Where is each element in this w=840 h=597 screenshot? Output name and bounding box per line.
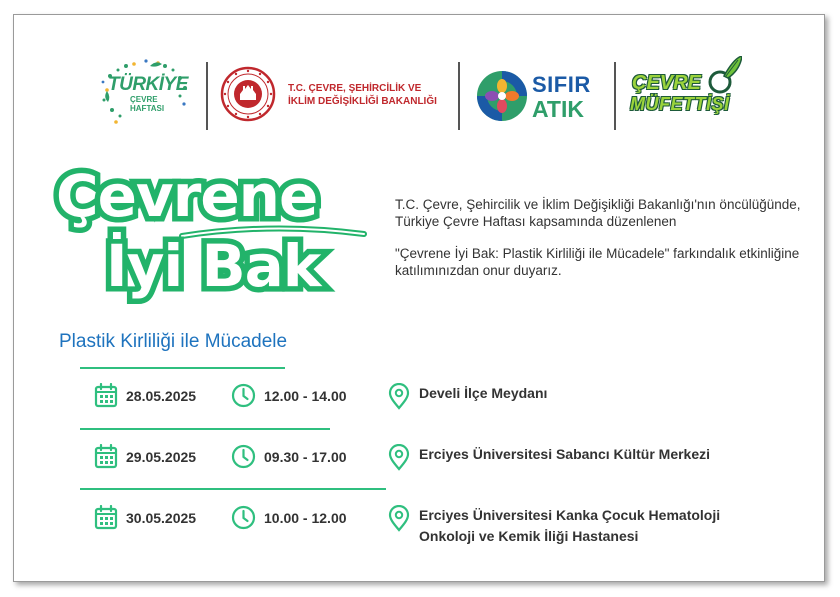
- headline-line2: İyi Bak: [106, 232, 321, 300]
- event-1-date-text: 28.05.2025: [126, 387, 197, 404]
- recycle-flower-icon: [474, 68, 530, 124]
- clock-icon: [231, 444, 256, 469]
- turkiye-logo-sub-line2: HAFTASI: [130, 104, 165, 113]
- event-1-location-text: [419, 383, 547, 404]
- headline-line1: Çevrene: [56, 162, 318, 230]
- event-3-time: [231, 505, 347, 530]
- event-3-date-text: 30.05.2025: [126, 509, 197, 526]
- event-2-date-text: 29.05.2025: [126, 448, 197, 465]
- event-3-location: [388, 505, 720, 547]
- ministry-seal-icon: [220, 66, 276, 122]
- logo-divider: [458, 62, 460, 130]
- event-1-location: [388, 383, 547, 410]
- location-pin-icon: [388, 383, 410, 410]
- intro-paragraph-2: "Çevrene İyi Bak: Plastik Kirliliği ile Mücadele" farkındalık etkinliğine katılımınızdan onur duyarız.: [395, 246, 800, 278]
- event-3-time-text: 10.00 - 12.00: [264, 509, 347, 526]
- ministry-name-line2: İKLİM DEĞİŞİKLİĞİ BAKANLIĞI: [288, 96, 437, 107]
- magnifier-leaf-icon: [702, 56, 742, 100]
- subtitle: Plastik Kirliliği ile Mücadele: [59, 331, 288, 352]
- intro-paragraph-1: T.C. Çevre, Şehircilik ve İklim Değişikliği Bakanlığı'nın öncülüğünde, Türkiye Çevre Haftası kapsamında düzenlenen: [395, 197, 801, 229]
- calendar-icon: [94, 383, 118, 408]
- clock-icon: [231, 505, 256, 530]
- ministry-name: [288, 82, 458, 108]
- separator-line: [80, 488, 386, 490]
- logo-divider: [614, 62, 616, 130]
- headline: [50, 160, 380, 320]
- event-2-location-line1: Erciyes Üniversitesi Sabancı Kültür Merkezi: [419, 446, 711, 462]
- event-1-date: [94, 383, 196, 408]
- separator-line: [80, 367, 285, 369]
- calendar-icon: [94, 505, 118, 530]
- location-pin-icon: [388, 444, 410, 471]
- event-1-time: [231, 383, 347, 408]
- clock-icon: [231, 383, 256, 408]
- event-3-location-text: [419, 505, 720, 547]
- ministry-name-line1: T.C. ÇEVRE, ŞEHİRCİLİK VE: [288, 83, 422, 94]
- calendar-icon: [94, 444, 118, 469]
- event-3-location-line1: Erciyes Üniversitesi Kanka Çocuk Hematoloji: [419, 507, 721, 523]
- turkiye-logo-subtitle: [130, 95, 164, 113]
- event-2-location-text: [419, 444, 710, 465]
- sifir-atik-line2: ATIK: [532, 96, 584, 122]
- event-2-location: [388, 444, 710, 471]
- event-1-time-text: 12.00 - 14.00: [264, 387, 347, 404]
- turkiye-logo-title: TÜRKİYE: [108, 74, 188, 95]
- turkiye-cevre-haftasi-logo: [90, 52, 200, 132]
- event-1-location-line1: Develi İlçe Meydanı: [419, 385, 548, 401]
- cevre-mufettisi-logo: [626, 56, 746, 130]
- event-3-location-line2: Onkoloji ve Kemik İliği Hastanesi: [419, 528, 639, 544]
- event-2-time-text: 09.30 - 17.00: [264, 448, 347, 465]
- event-2-date: [94, 444, 196, 469]
- cevre-mufettisi-line1: ÇEVRE: [632, 72, 701, 94]
- turkiye-logo-sub-line1: ÇEVRE: [130, 95, 158, 104]
- location-pin-icon: [388, 505, 410, 532]
- cevre-mufettisi-line2: MÜFETTİŞİ: [630, 94, 730, 114]
- separator-line: [80, 428, 330, 430]
- event-3-date: [94, 505, 196, 530]
- intro-text: [395, 196, 805, 294]
- sifir-atik-logo: [474, 68, 604, 126]
- event-2-time: [231, 444, 347, 469]
- logo-divider: [206, 62, 208, 130]
- sifir-atik-line1: SIFIR: [532, 72, 591, 97]
